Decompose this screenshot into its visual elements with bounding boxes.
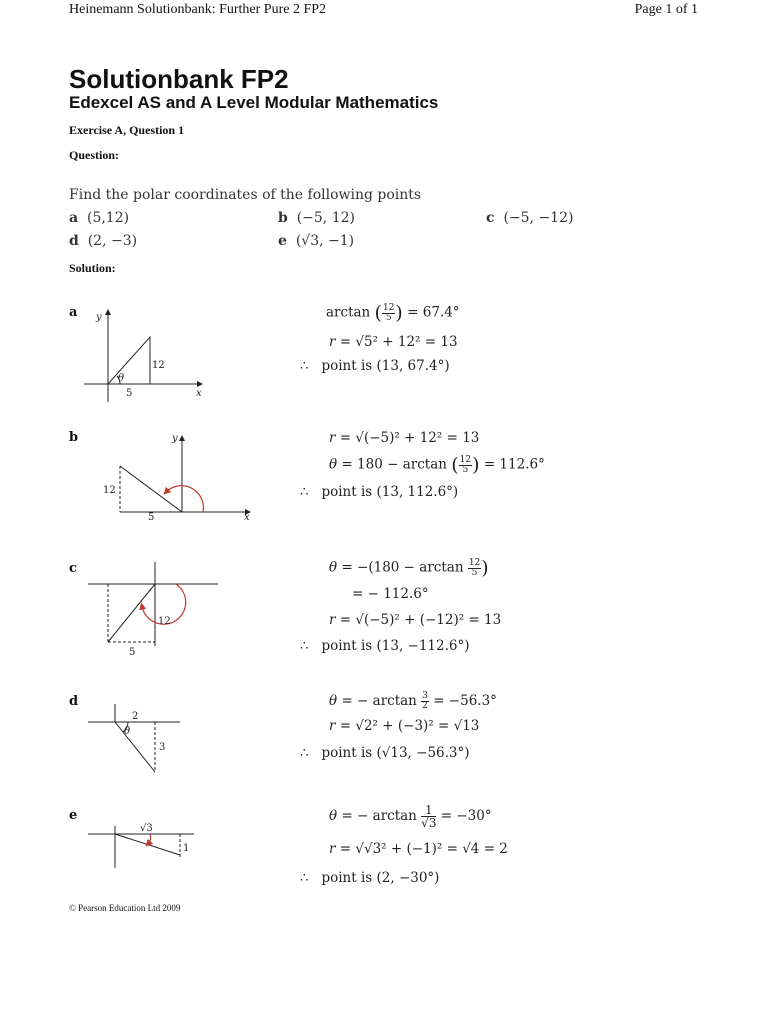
- part-d-label: d: [69, 694, 79, 709]
- diagram-d-angle: θ: [124, 726, 131, 737]
- part-b-r-line: r = √(−5)² + 12² = 13: [329, 430, 480, 446]
- diagram-a-y-axis: y: [96, 312, 102, 323]
- diagram-d-side: 3: [159, 742, 166, 753]
- part-e-r-line: r = √√3² + (−1)² = √4 = 2: [329, 841, 508, 857]
- question-item-a: a (5,12): [69, 210, 130, 226]
- page-header-right: Page 1 of 1: [634, 2, 698, 17]
- diagram-d-top: 2: [132, 711, 139, 722]
- diagram-e-top: √3: [140, 823, 153, 834]
- part-a-r-line: r = √5² + 12² = 13: [329, 334, 458, 350]
- question-label: Question:: [69, 148, 120, 162]
- diagram-b-side: 12: [103, 485, 116, 496]
- part-a-point: ∴ point is (13, 67.4°): [300, 358, 450, 374]
- page-header-left: Heinemann Solutionbank: Further Pure 2 FP2: [69, 2, 327, 17]
- part-e-theta-line: θ = − arctan $\frac{1}{√3}$ = −30°: [329, 803, 492, 830]
- question-item-d: d (2, −3): [69, 233, 138, 249]
- exercise-label: Exercise A, Question 1: [69, 123, 185, 137]
- part-a-arctan-line: arctan ( $\frac{12}{5}$ ) = 67.4°: [326, 302, 460, 324]
- diagram-a-base: 5: [126, 388, 133, 399]
- diagram-b-base: 5: [148, 512, 155, 523]
- page-subtitle: Edexcel AS and A Level Modular Mathematics: [69, 93, 439, 112]
- part-b-theta-line: θ = 180 − arctan ( $\frac{12}{5}$ ) = 112.6°: [329, 454, 545, 476]
- diagram-a: [84, 312, 200, 402]
- part-c-point: ∴ point is (13, −112.6°): [300, 638, 470, 654]
- diagram-b-x-axis: x: [244, 512, 250, 523]
- part-e-label: e: [69, 808, 78, 823]
- solution-label: Solution:: [69, 261, 116, 275]
- question-item-b: b (−5, 12): [278, 210, 355, 226]
- part-b-point: ∴ point is (13, 112.6°): [300, 484, 459, 500]
- copyright-footer: © Pearson Education Ltd 2009: [69, 903, 181, 913]
- part-d-r-line: r = √2² + (−3)² = √13: [329, 718, 480, 734]
- part-d-theta-line: θ = − arctan $\frac{3}{2}$ = −56.3°: [329, 691, 497, 711]
- question-intro: Find the polar coordinates of the following points: [69, 187, 422, 203]
- diagram-e-side: 1: [183, 843, 190, 854]
- diagram-c: [88, 562, 218, 646]
- part-c-theta-line: θ = −(180 − arctan $\frac{12}{5}$ ): [329, 557, 489, 579]
- diagram-a-side: 12: [152, 360, 165, 371]
- part-a-label: a: [69, 305, 78, 320]
- part-c-line2: = − 112.6°: [352, 586, 429, 602]
- part-c-label: c: [69, 561, 77, 576]
- part-c-r-line: r = √(−5)² + (−12)² = 13: [329, 612, 502, 628]
- diagram-c-base: 5: [129, 647, 136, 658]
- question-item-e: e (√3, −1): [278, 233, 355, 249]
- part-e-point: ∴ point is (2, −30°): [300, 870, 440, 886]
- diagram-a-angle: θ: [118, 373, 125, 384]
- part-b-label: b: [69, 430, 79, 445]
- page-title: Solutionbank FP2: [69, 64, 289, 94]
- diagram-b-y-axis: y: [172, 433, 178, 444]
- question-item-c: c (−5, −12): [486, 210, 574, 226]
- part-d-point: ∴ point is (√13, −56.3°): [300, 745, 470, 761]
- diagram-c-side: 12: [158, 616, 171, 627]
- diagram-b: [120, 438, 248, 512]
- diagram-a-x-axis: x: [196, 388, 202, 399]
